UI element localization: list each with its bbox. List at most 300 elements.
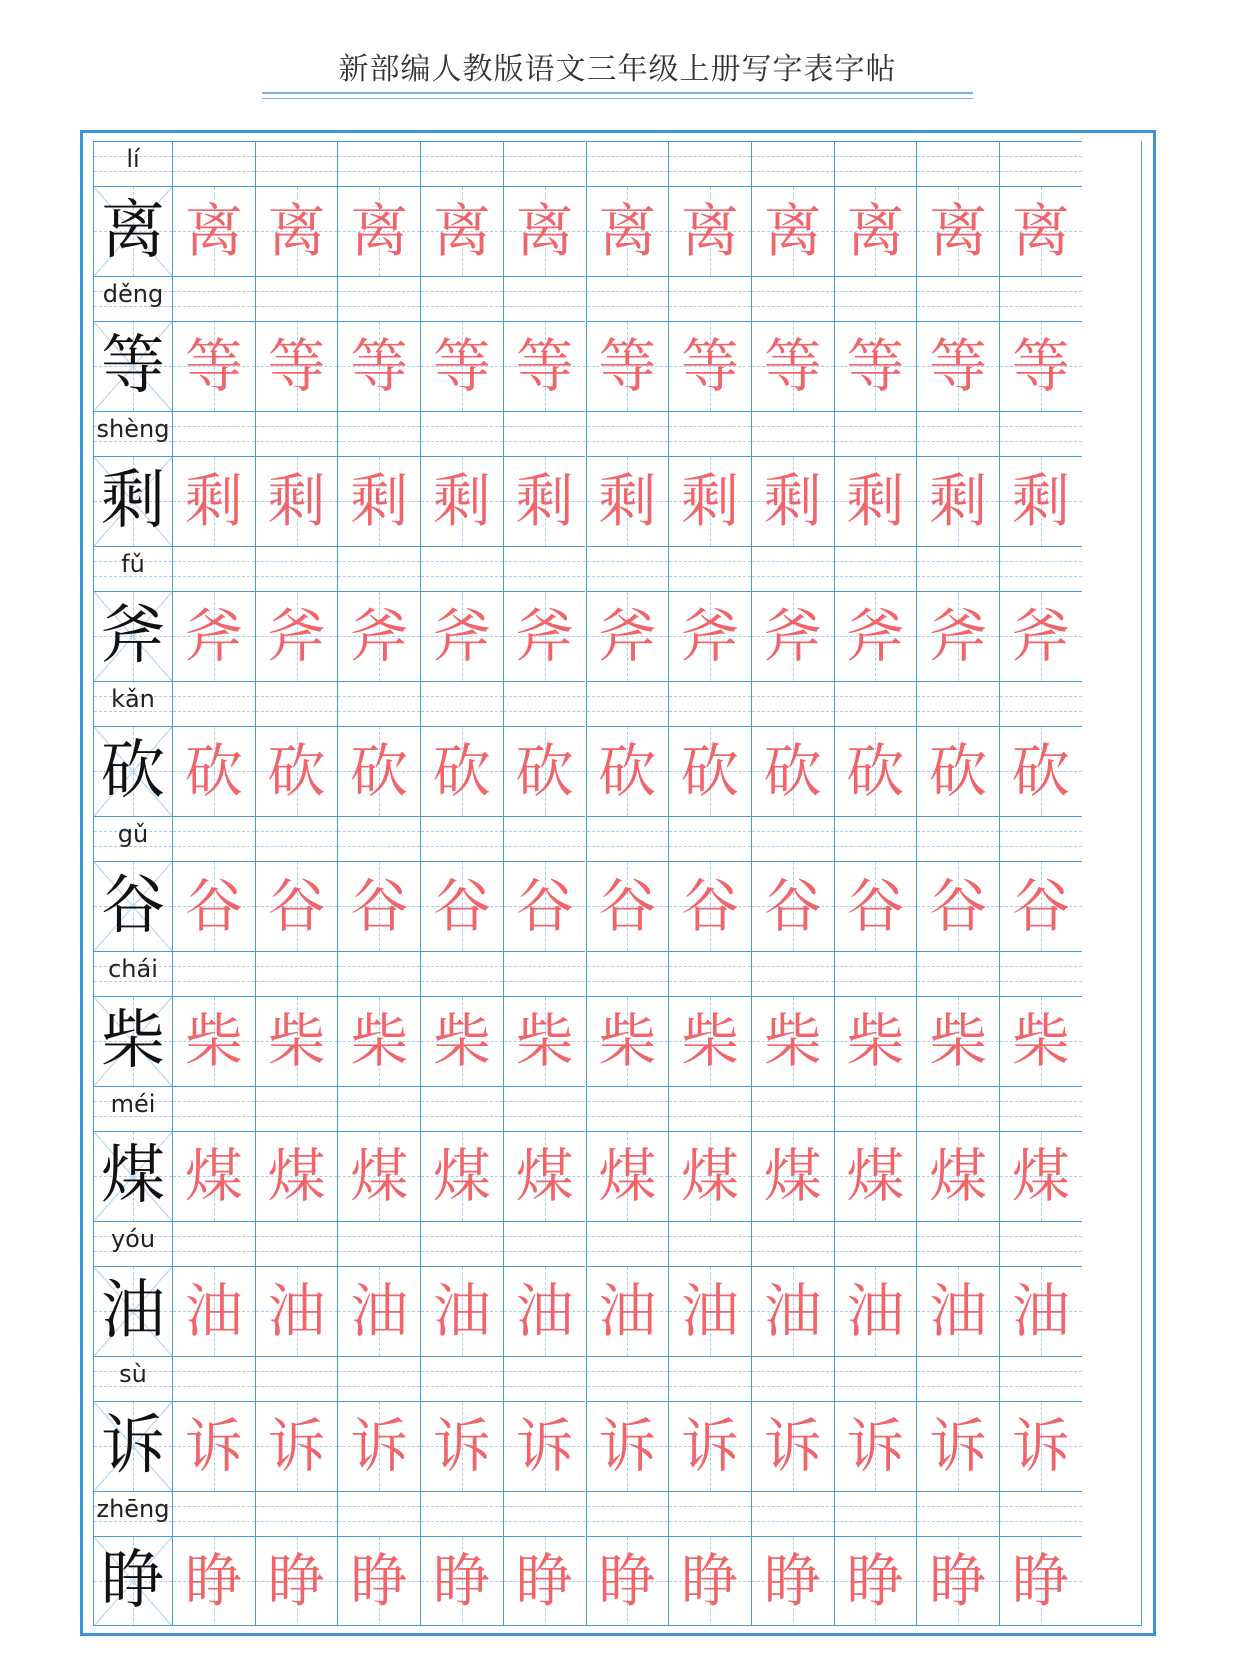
trace-character-cell[interactable]: [586, 1131, 669, 1221]
trace-character: 剩: [184, 467, 243, 535]
trace-character: 煤: [598, 1142, 657, 1210]
trace-character-cell[interactable]: [255, 591, 338, 681]
trace-character-cell[interactable]: [420, 996, 503, 1086]
trace-character-cell[interactable]: [337, 996, 420, 1086]
trace-character: 斧: [681, 602, 740, 670]
character-row: [93, 996, 1142, 1085]
trace-character-cell[interactable]: [172, 726, 255, 816]
trace-character: 剩: [929, 467, 988, 535]
trace-character: 离: [1011, 197, 1070, 265]
trace-character: 诉: [1011, 1412, 1070, 1480]
trace-character: 睁: [432, 1547, 491, 1615]
trace-character-cell[interactable]: [834, 591, 917, 681]
trace-character-cell[interactable]: [172, 591, 255, 681]
character-row: [93, 1536, 1142, 1625]
trace-character-cell[interactable]: [503, 1266, 586, 1356]
trace-character-cell[interactable]: [255, 186, 338, 276]
pinyin-practice-cell: [999, 276, 1082, 321]
trace-character: 谷: [598, 872, 657, 940]
pinyin-cell: [93, 1356, 172, 1401]
trace-character-cell[interactable]: [751, 186, 834, 276]
pinyin-row: [93, 411, 1142, 456]
pinyin-practice-cell: [337, 1356, 420, 1401]
trace-character: 剩: [350, 467, 409, 535]
grid-right-border: [1141, 141, 1142, 1626]
trace-character-cell[interactable]: [834, 186, 917, 276]
trace-character-cell[interactable]: [834, 726, 917, 816]
pinyin-row: [93, 681, 1142, 726]
title-underline: [262, 92, 973, 94]
trace-character: 油: [1011, 1277, 1070, 1345]
trace-character: 砍: [350, 737, 409, 805]
trace-character: 煤: [267, 1142, 326, 1210]
trace-character-cell[interactable]: [916, 1266, 999, 1356]
page-title: 新部编人教版语文三年级上册写字表字帖: [338, 52, 897, 87]
pinyin-practice-cell: [586, 1086, 669, 1131]
trace-character: 等: [598, 332, 657, 400]
trace-character: 柴: [267, 1007, 326, 1075]
trace-character: 斧: [184, 602, 243, 670]
pinyin-cell: [93, 681, 172, 726]
pinyin-practice-cell: [668, 411, 751, 456]
pinyin-practice-cell: [586, 681, 669, 726]
pinyin-label: gǔ: [117, 820, 149, 848]
trace-character-cell[interactable]: [751, 456, 834, 546]
trace-character: 离: [432, 197, 491, 265]
trace-character: 煤: [515, 1142, 574, 1210]
trace-character: 砍: [681, 737, 740, 805]
model-character: 等: [101, 329, 165, 403]
pinyin-practice-cell: [916, 1086, 999, 1131]
trace-character-cell[interactable]: [834, 1131, 917, 1221]
pinyin-practice-cell: [586, 141, 669, 186]
trace-character-cell[interactable]: [586, 996, 669, 1086]
trace-character-cell[interactable]: [503, 456, 586, 546]
trace-character-cell[interactable]: [999, 861, 1082, 951]
trace-character-cell[interactable]: [337, 861, 420, 951]
trace-character-cell[interactable]: [503, 996, 586, 1086]
trace-character: 砍: [267, 737, 326, 805]
trace-character: 柴: [184, 1007, 243, 1075]
trace-character: 油: [184, 1277, 243, 1345]
character-row: [93, 726, 1142, 815]
trace-character: 柴: [681, 1007, 740, 1075]
pinyin-practice-cell: [172, 1356, 255, 1401]
trace-character-cell[interactable]: [337, 591, 420, 681]
trace-character-cell[interactable]: [916, 996, 999, 1086]
trace-character-cell[interactable]: [751, 1536, 834, 1626]
pinyin-practice-cell: [420, 1356, 503, 1401]
trace-character-cell[interactable]: [668, 1536, 751, 1626]
character-row: [93, 1131, 1142, 1220]
pinyin-practice-cell: [668, 276, 751, 321]
trace-character-cell[interactable]: [503, 591, 586, 681]
trace-character: 煤: [350, 1142, 409, 1210]
trace-character-cell[interactable]: [420, 591, 503, 681]
pinyin-practice-cell: [586, 1491, 669, 1536]
pinyin-practice-cell: [420, 546, 503, 591]
pinyin-practice-cell: [916, 1491, 999, 1536]
trace-character-cell[interactable]: [420, 1401, 503, 1491]
trace-character-cell[interactable]: [255, 861, 338, 951]
trace-character-cell[interactable]: [834, 321, 917, 411]
pinyin-practice-cell: [255, 141, 338, 186]
trace-character: 睁: [1011, 1547, 1070, 1615]
pinyin-practice-cell: [337, 411, 420, 456]
title-underline-thin: [262, 98, 973, 99]
trace-character-cell[interactable]: [337, 1131, 420, 1221]
pinyin-practice-cell: [916, 816, 999, 861]
trace-character: 油: [681, 1277, 740, 1345]
trace-character-cell[interactable]: [916, 1131, 999, 1221]
pinyin-label: sù: [119, 1360, 147, 1388]
trace-character-cell[interactable]: [586, 1536, 669, 1626]
pinyin-practice-cell: [751, 141, 834, 186]
model-character: 离: [101, 194, 165, 268]
trace-character: 谷: [1011, 872, 1070, 940]
model-character-cell: [93, 726, 172, 816]
model-character: 柴: [101, 1004, 165, 1078]
pinyin-label: chái: [108, 955, 158, 983]
pinyin-practice-cell: [751, 1221, 834, 1266]
trace-character-cell[interactable]: [503, 186, 586, 276]
trace-character-cell[interactable]: [834, 861, 917, 951]
trace-character-cell[interactable]: [420, 726, 503, 816]
trace-character: 柴: [763, 1007, 822, 1075]
trace-character: 睁: [681, 1547, 740, 1615]
trace-character: 离: [184, 197, 243, 265]
trace-character: 诉: [929, 1412, 988, 1480]
trace-character-cell[interactable]: [172, 1266, 255, 1356]
trace-character: 油: [846, 1277, 905, 1345]
pinyin-label: méi: [110, 1090, 156, 1118]
trace-character-cell[interactable]: [503, 726, 586, 816]
trace-character: 斧: [432, 602, 491, 670]
trace-character-cell[interactable]: [255, 321, 338, 411]
trace-character-cell[interactable]: [751, 321, 834, 411]
pinyin-practice-cell: [751, 1491, 834, 1536]
trace-character-cell[interactable]: [668, 456, 751, 546]
trace-character-cell[interactable]: [420, 1131, 503, 1221]
trace-character-cell[interactable]: [255, 1401, 338, 1491]
pinyin-practice-cell: [503, 681, 586, 726]
trace-character: 睁: [350, 1547, 409, 1615]
pinyin-practice-cell: [834, 1356, 917, 1401]
trace-character-cell[interactable]: [255, 1536, 338, 1626]
trace-character: 砍: [1011, 737, 1070, 805]
pinyin-practice-cell: [255, 951, 338, 996]
trace-character-cell[interactable]: [668, 1131, 751, 1221]
trace-character-cell[interactable]: [420, 861, 503, 951]
trace-character-cell[interactable]: [420, 186, 503, 276]
trace-character-cell[interactable]: [999, 591, 1082, 681]
trace-character: 砍: [929, 737, 988, 805]
trace-character: 等: [846, 332, 905, 400]
trace-character-cell[interactable]: [172, 996, 255, 1086]
trace-character-cell[interactable]: [834, 1536, 917, 1626]
trace-character: 剩: [1011, 467, 1070, 535]
trace-character-cell[interactable]: [586, 861, 669, 951]
trace-character-cell[interactable]: [503, 861, 586, 951]
pinyin-practice-cell: [172, 546, 255, 591]
pinyin-practice-cell: [420, 1491, 503, 1536]
trace-character-cell[interactable]: [337, 456, 420, 546]
pinyin-cell: [93, 546, 172, 591]
pinyin-practice-cell: [586, 411, 669, 456]
trace-character-cell[interactable]: [337, 1266, 420, 1356]
trace-character: 煤: [184, 1142, 243, 1210]
trace-character-cell[interactable]: [999, 726, 1082, 816]
trace-character-cell[interactable]: [172, 1131, 255, 1221]
pinyin-practice-cell: [668, 1491, 751, 1536]
pinyin-practice-cell: [586, 1356, 669, 1401]
trace-character-cell[interactable]: [420, 1266, 503, 1356]
trace-character: 谷: [350, 872, 409, 940]
trace-character-cell[interactable]: [586, 321, 669, 411]
trace-character: 剩: [598, 467, 657, 535]
trace-character: 睁: [515, 1547, 574, 1615]
trace-character-cell[interactable]: [337, 1536, 420, 1626]
pinyin-practice-cell: [916, 141, 999, 186]
trace-character: 诉: [432, 1412, 491, 1480]
trace-character-cell[interactable]: [503, 1536, 586, 1626]
trace-character-cell[interactable]: [586, 186, 669, 276]
trace-character-cell[interactable]: [668, 861, 751, 951]
pinyin-practice-cell: [255, 1086, 338, 1131]
pinyin-practice-cell: [586, 276, 669, 321]
trace-character: 离: [267, 197, 326, 265]
pinyin-practice-cell: [916, 1356, 999, 1401]
trace-character: 谷: [846, 872, 905, 940]
trace-character-cell[interactable]: [751, 996, 834, 1086]
trace-character: 睁: [267, 1547, 326, 1615]
trace-character: 柴: [1011, 1007, 1070, 1075]
trace-character-cell[interactable]: [503, 1401, 586, 1491]
character-row: [93, 1266, 1142, 1355]
trace-character: 谷: [515, 872, 574, 940]
pinyin-practice-cell: [255, 411, 338, 456]
trace-character-cell[interactable]: [999, 1131, 1082, 1221]
trace-character: 睁: [846, 1547, 905, 1615]
pinyin-practice-cell: [420, 951, 503, 996]
trace-character: 煤: [1011, 1142, 1070, 1210]
trace-character-cell[interactable]: [916, 726, 999, 816]
trace-character-cell[interactable]: [834, 1401, 917, 1491]
pinyin-label: fǔ: [121, 550, 145, 578]
trace-character-cell[interactable]: [999, 1266, 1082, 1356]
pinyin-practice-cell: [999, 681, 1082, 726]
pinyin-practice-cell: [172, 1086, 255, 1131]
trace-character: 柴: [929, 1007, 988, 1075]
pinyin-practice-cell: [751, 411, 834, 456]
pinyin-practice-cell: [503, 1221, 586, 1266]
trace-character-cell[interactable]: [586, 1401, 669, 1491]
pinyin-cell: [93, 1491, 172, 1536]
trace-character-cell[interactable]: [751, 861, 834, 951]
model-character: 油: [101, 1274, 165, 1348]
trace-character-cell[interactable]: [751, 1266, 834, 1356]
trace-character-cell[interactable]: [586, 591, 669, 681]
pinyin-practice-cell: [668, 1356, 751, 1401]
trace-character-cell[interactable]: [916, 186, 999, 276]
trace-character-cell[interactable]: [999, 1401, 1082, 1491]
pinyin-practice-cell: [172, 1221, 255, 1266]
pinyin-practice-cell: [337, 681, 420, 726]
trace-character-cell[interactable]: [255, 726, 338, 816]
pinyin-practice-cell: [834, 681, 917, 726]
pinyin-practice-cell: [503, 951, 586, 996]
trace-character-cell[interactable]: [172, 1536, 255, 1626]
trace-character: 等: [432, 332, 491, 400]
trace-character: 剩: [267, 467, 326, 535]
trace-character-cell[interactable]: [337, 726, 420, 816]
pinyin-practice-cell: [586, 951, 669, 996]
pinyin-practice-cell: [503, 1086, 586, 1131]
trace-character-cell[interactable]: [751, 591, 834, 681]
model-character: 睁: [101, 1544, 165, 1618]
pinyin-cell: [93, 276, 172, 321]
model-character-cell: [93, 861, 172, 951]
character-row: [93, 321, 1142, 410]
trace-character-cell[interactable]: [668, 726, 751, 816]
trace-character: 砍: [432, 737, 491, 805]
trace-character: 柴: [350, 1007, 409, 1075]
pinyin-practice-cell: [172, 276, 255, 321]
pinyin-practice-cell: [420, 411, 503, 456]
trace-character-cell[interactable]: [255, 456, 338, 546]
trace-character: 离: [598, 197, 657, 265]
trace-character-cell[interactable]: [503, 321, 586, 411]
trace-character: 诉: [846, 1412, 905, 1480]
trace-character-cell[interactable]: [668, 1266, 751, 1356]
pinyin-practice-cell: [751, 816, 834, 861]
trace-character-cell[interactable]: [751, 1131, 834, 1221]
trace-character: 剩: [763, 467, 822, 535]
trace-character-cell[interactable]: [172, 861, 255, 951]
pinyin-practice-cell: [999, 1356, 1082, 1401]
trace-character-cell[interactable]: [999, 1536, 1082, 1626]
trace-character-cell[interactable]: [420, 1536, 503, 1626]
trace-character-cell[interactable]: [668, 591, 751, 681]
trace-character-cell[interactable]: [337, 1401, 420, 1491]
trace-character-cell[interactable]: [916, 321, 999, 411]
pinyin-practice-cell: [999, 546, 1082, 591]
trace-character-cell[interactable]: [172, 456, 255, 546]
trace-character-cell[interactable]: [255, 996, 338, 1086]
character-row: [93, 1401, 1142, 1490]
pinyin-practice-cell: [999, 141, 1082, 186]
character-row: [93, 186, 1142, 275]
pinyin-practice-cell: [999, 1491, 1082, 1536]
trace-character-cell[interactable]: [503, 1131, 586, 1221]
trace-character-cell[interactable]: [337, 186, 420, 276]
trace-character-cell[interactable]: [999, 321, 1082, 411]
pinyin-practice-cell: [503, 141, 586, 186]
trace-character-cell[interactable]: [834, 1266, 917, 1356]
trace-character-cell[interactable]: [668, 1401, 751, 1491]
model-character: 斧: [101, 599, 165, 673]
pinyin-practice-cell: [420, 276, 503, 321]
trace-character: 等: [763, 332, 822, 400]
trace-character-cell[interactable]: [916, 591, 999, 681]
trace-character-cell[interactable]: [420, 456, 503, 546]
trace-character-cell[interactable]: [916, 456, 999, 546]
pinyin-practice-cell: [420, 681, 503, 726]
trace-character-cell[interactable]: [999, 186, 1082, 276]
trace-character-cell[interactable]: [586, 456, 669, 546]
trace-character: 斧: [515, 602, 574, 670]
trace-character-cell[interactable]: [916, 1401, 999, 1491]
pinyin-practice-cell: [916, 1221, 999, 1266]
pinyin-practice-cell: [337, 141, 420, 186]
pinyin-practice-cell: [916, 276, 999, 321]
trace-character-cell[interactable]: [172, 186, 255, 276]
trace-character-cell[interactable]: [999, 996, 1082, 1086]
trace-character-cell[interactable]: [834, 456, 917, 546]
trace-character-cell[interactable]: [586, 1266, 669, 1356]
pinyin-practice-cell: [668, 546, 751, 591]
trace-character-cell[interactable]: [586, 726, 669, 816]
trace-character-cell[interactable]: [834, 996, 917, 1086]
pinyin-cell: [93, 951, 172, 996]
trace-character-cell[interactable]: [751, 1401, 834, 1491]
model-character-cell: [93, 996, 172, 1086]
trace-character-cell[interactable]: [420, 321, 503, 411]
trace-character: 睁: [763, 1547, 822, 1615]
pinyin-cell: [93, 1086, 172, 1131]
trace-character-cell[interactable]: [172, 1401, 255, 1491]
trace-character: 斧: [350, 602, 409, 670]
pinyin-practice-cell: [255, 681, 338, 726]
trace-character: 油: [598, 1277, 657, 1345]
trace-character: 煤: [929, 1142, 988, 1210]
trace-character-cell[interactable]: [255, 1266, 338, 1356]
pinyin-practice-cell: [586, 816, 669, 861]
pinyin-practice-cell: [503, 411, 586, 456]
trace-character: 斧: [763, 602, 822, 670]
trace-character-cell[interactable]: [751, 726, 834, 816]
trace-character: 斧: [1011, 602, 1070, 670]
pinyin-practice-cell: [255, 276, 338, 321]
pinyin-practice-cell: [834, 276, 917, 321]
pinyin-practice-cell: [751, 546, 834, 591]
pinyin-label: shèng: [96, 415, 170, 443]
pinyin-practice-cell: [337, 276, 420, 321]
trace-character-cell[interactable]: [668, 321, 751, 411]
trace-character-cell[interactable]: [255, 1131, 338, 1221]
trace-character: 剩: [432, 467, 491, 535]
trace-character-cell[interactable]: [337, 321, 420, 411]
trace-character: 谷: [267, 872, 326, 940]
trace-character-cell[interactable]: [916, 861, 999, 951]
pinyin-cell: [93, 411, 172, 456]
pinyin-practice-cell: [586, 546, 669, 591]
model-character-cell: [93, 321, 172, 411]
trace-character: 油: [929, 1277, 988, 1345]
trace-character: 诉: [267, 1412, 326, 1480]
trace-character: 谷: [432, 872, 491, 940]
trace-character-cell[interactable]: [668, 186, 751, 276]
trace-character-cell[interactable]: [172, 321, 255, 411]
trace-character: 诉: [350, 1412, 409, 1480]
trace-character-cell[interactable]: [916, 1536, 999, 1626]
pinyin-practice-cell: [668, 141, 751, 186]
trace-character: 柴: [515, 1007, 574, 1075]
trace-character-cell[interactable]: [668, 996, 751, 1086]
trace-character-cell[interactable]: [999, 456, 1082, 546]
pinyin-practice-cell: [999, 1221, 1082, 1266]
pinyin-practice-cell: [337, 1221, 420, 1266]
